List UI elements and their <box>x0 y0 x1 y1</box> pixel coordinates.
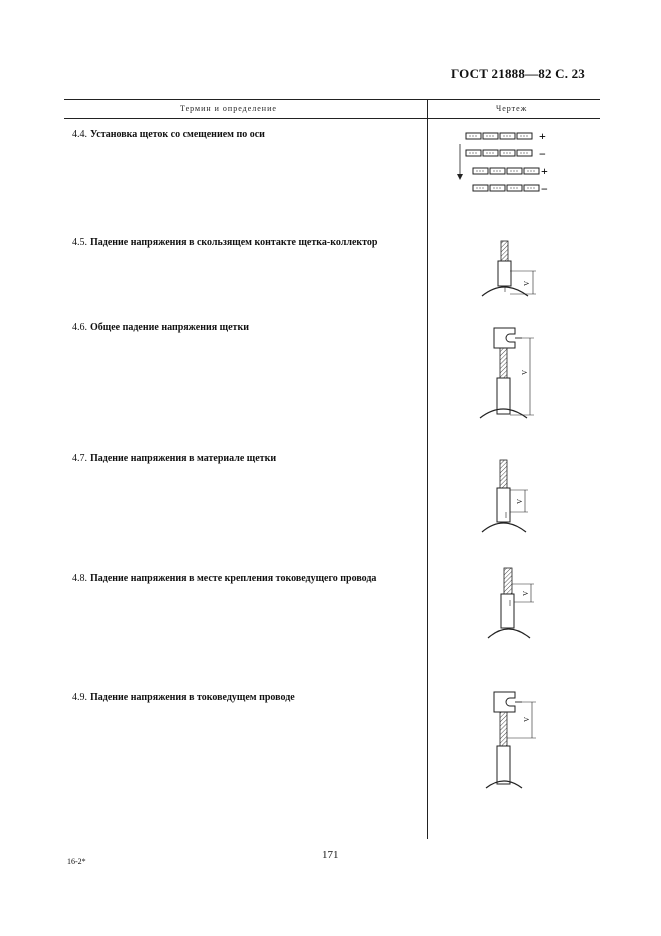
term-text: Падение напряжения в месте крепления токоведущего провода <box>90 573 377 584</box>
term-text: Падение напряжения в материале щетки <box>90 453 277 464</box>
term-row-4-6 <box>72 322 249 333</box>
brush-row-1 <box>466 133 532 139</box>
table-header-rule <box>64 118 600 119</box>
term-row-4-8 <box>72 573 376 584</box>
polarity-plus-2: + <box>541 164 548 178</box>
term-number: 4.9. <box>72 692 87 703</box>
drawing-total-drop <box>470 322 570 422</box>
drawing-contact-drop <box>470 236 570 306</box>
term-row-4-5 <box>72 237 377 248</box>
term-text: Установка щеток со смещением по оси <box>90 129 265 140</box>
drawing-wire-drop <box>470 688 570 788</box>
voltage-label: V <box>516 498 524 504</box>
voltage-label: V <box>522 590 530 596</box>
drawing-wire-joint-drop <box>470 562 570 642</box>
polarity-plus-1: + <box>539 129 546 143</box>
column-header-drawing: Чертеж <box>496 104 528 113</box>
polarity-minus-1: − <box>539 147 546 161</box>
term-text: Падение напряжения в скользящем контакте щетка-коллектор <box>90 237 378 248</box>
voltage-label: V <box>523 716 531 722</box>
table-top-rule <box>64 99 600 100</box>
term-text: Падение напряжения в токоведущем проводе <box>90 692 295 703</box>
term-number: 4.4. <box>72 129 87 140</box>
term-text: Общее падение напряжения щетки <box>90 322 249 333</box>
term-number: 4.5. <box>72 237 87 248</box>
table-column-divider <box>427 99 428 839</box>
page-header: ГОСТ 21888—82 С. 23 <box>451 66 585 81</box>
term-number: 4.8. <box>72 573 87 584</box>
term-number: 4.6. <box>72 322 87 333</box>
footer-signature: 16-2* <box>67 857 86 866</box>
brush-row-4 <box>473 185 539 191</box>
polarity-minus-2: − <box>541 182 548 196</box>
drawing-material-drop <box>470 456 570 536</box>
voltage-label: V <box>523 280 531 286</box>
term-row-4-7 <box>72 453 276 464</box>
column-header-term: Термин и определение <box>180 104 277 113</box>
term-row-4-4 <box>72 129 265 140</box>
brush-row-2 <box>466 150 532 156</box>
term-row-4-9 <box>72 692 295 703</box>
voltage-label: V <box>521 369 529 375</box>
drawing-brush-offset <box>440 128 570 200</box>
brush-row-3 <box>473 168 539 174</box>
term-number: 4.7. <box>72 453 87 464</box>
page-number: 171 <box>322 849 339 861</box>
